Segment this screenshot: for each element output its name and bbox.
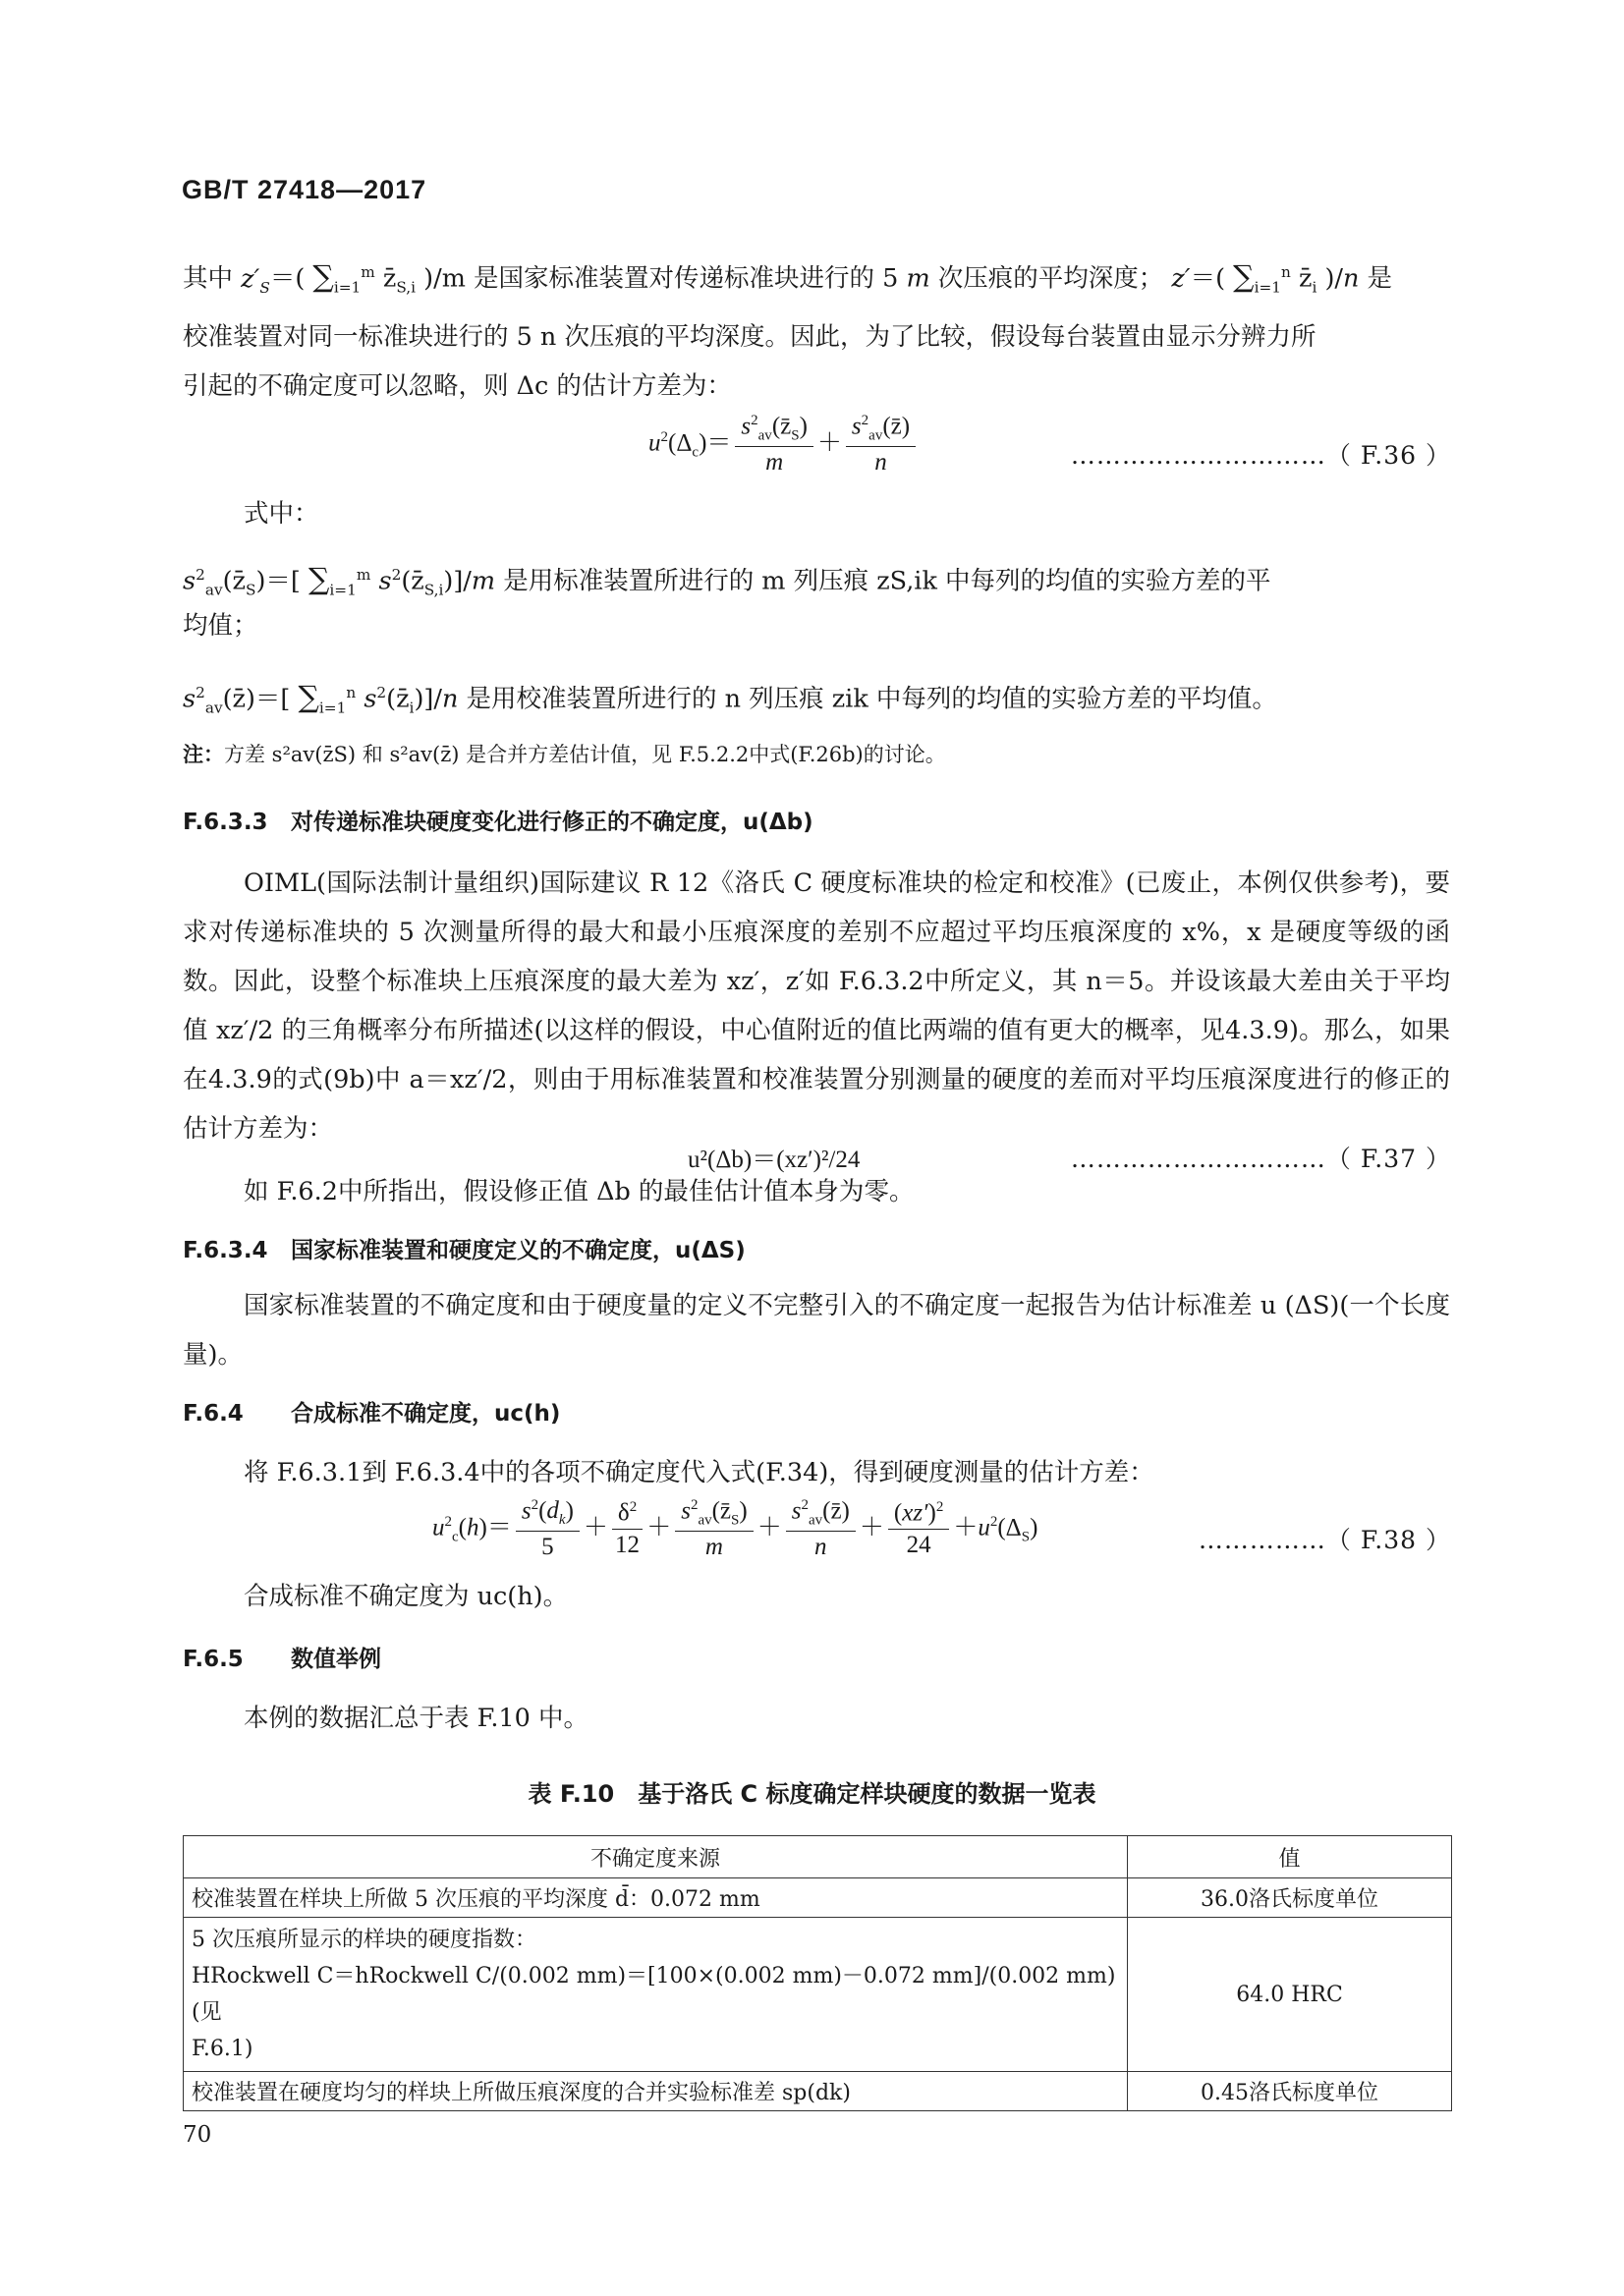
section-f634-heading: F.6.3.4 国家标准装置和硬度定义的不确定度，u(ΔS) (183, 1238, 746, 1263)
table-row (184, 2072, 1452, 2111)
definition-2: $s^2_{av}(z̄)=$[ $\sum_{i=1}^n$ $s^2(z̄_i)]/n$ 是用校准装置所进行的 n 列压痕 zik 中每列的均值的实验方差的平均值。 (183, 680, 1277, 717)
equation-f37: u²(Δb)＝(xz′)²/24 (688, 1147, 861, 1173)
where-label: 式中： (244, 499, 319, 529)
cell-value: 0.45洛氏标度单位 (1128, 2072, 1452, 2111)
equation-number-f37: …………………………（ F.37 ） (1070, 1145, 1451, 1173)
data-table (183, 1835, 1452, 2111)
note: 注：方差 s²av(z̄S) 和 s²av(z̄) 是合并方差估计值，见 F.5.2.2中式(F.26b)的讨论。 (183, 743, 946, 766)
definition-1: $s^2_{av}(z̄_S)=$[ $\sum_{i=1}^m$ $s^2(z̄_{S,i})]/m$ 是用标准装置所进行的 m 列压痕 zS,ik 中每列的均值的实验方差的平 (183, 562, 1271, 599)
table-row (184, 1918, 1452, 2072)
intro-line-3: 引起的不确定度可以忽略，则 Δc 的估计方差为： (183, 371, 732, 401)
table-row (184, 1878, 1452, 1918)
equation-f36: $u^2(\Delta_c)=$ $\frac{s^2_{av}(z̄_S)}{m}$ ＋ $\frac{s^2_{av}(z̄)}{n}$ (648, 413, 920, 476)
equation-f38: $u^2_c(h)=$ $\frac{s^2(d_k)}{5}$ ＋ $\frac{\delta^2}{12}$ ＋ $\frac{s^2_{av}(z̄_S)}{m}$ ＋ $\frac{s^2_{av}(z̄)}{n}$ ＋ $\frac{(xz')^2}{24}$ $+u^2(\Delta_S)$ (432, 1497, 1038, 1561)
header-value: 值 (1128, 1836, 1452, 1878)
intro-line-1: 其中 $z'_S=$( $\sum_{i=1}^m$ $z̄_{S,i}$ )/m 是国家标准装置对传递标准块进行的 5 m 次压痕的平均深度； z′＝( $\sum_{i=1}^n$ $z̄_i$ )/n 是 (183, 259, 1393, 297)
cell-source: 校准装置在样块上所做 5 次压痕的平均深度 d̄：0.072 mm (184, 1878, 1128, 1918)
cell-value: 36.0洛氏标度单位 (1128, 1878, 1452, 1918)
section-f64-paragraph-2: 合成标准不确定度为 uc(h)。 (244, 1582, 569, 1611)
table-header-row (184, 1836, 1452, 1878)
equation-number-f38: ……………（ F.38 ） (1198, 1526, 1451, 1554)
section-f633-paragraph-2: 如 F.6.2中所指出，假设修正值 Δb 的最佳估计值本身为零。 (244, 1177, 915, 1206)
section-f634-paragraph: 国家标准装置的不确定度和由于硬度量的定义不完整引入的不确定度一起报告为估计标准差 u (ΔS)(一个长度量)。 (183, 1291, 1450, 1370)
standard-header: GB/T 27418—2017 (182, 175, 427, 204)
section-f64-paragraph: 将 F.6.3.1到 F.6.3.4中的各项不确定度代入式(F.34)，得到硬度测量的估计方差： (244, 1458, 1154, 1487)
header-source: 不确定度来源 (184, 1836, 1128, 1878)
page-number: 70 (183, 2122, 212, 2148)
cell-value: 64.0 HRC (1128, 1918, 1452, 2072)
section-f64-heading: F.6.4 合成标准不确定度，uc(h) (183, 1401, 561, 1427)
section-f633-heading: F.6.3.3 对传递标准块硬度变化进行修正的不确定度，u(Δb) (183, 810, 813, 835)
section-f633-paragraph: OIML(国际法制计量组织)国际建议 R 12《洛氏 C 硬度标准块的检定和校准》(已废止，本例仅供参考)，要求对传递标准块的 5 次测量所得的最大和最小压痕深度的差别不应超过平均压痕深度的 x%，x 是硬度等级的函数。因此，设整个标准块上压痕深度的最大差为 xz′，z′如 F.6.3.2中所定义，其 n＝5。并设该最大差由关于平均值 xz′/2 的三角概率分布所描述(以这样的假设，中心值附近的值比两端的值有更大的概率，见4.3.9)。那么，如果在4.3.9的式(9b)中 a＝xz′/2，则由于用标准装置和校准装置分别测量的硬度的差而对平均压痕深度进行的修正的估计方差为： (183, 868, 1450, 1144)
intro-line-2: 校准装置对同一标准块进行的 5 n 次压痕的平均深度。因此，为了比较，假设每台装置由显示分辨力所 (183, 322, 1316, 352)
section-f65-paragraph: 本例的数据汇总于表 F.10 中。 (244, 1704, 588, 1733)
equation-number-f36: …………………………（ F.36 ） (1070, 441, 1451, 470)
section-f65-heading: F.6.5 数值举例 (183, 1647, 381, 1672)
table-title: 表 F.10 基于洛氏 C 标度确定样块硬度的数据一览表 (528, 1780, 1096, 1808)
definition-1-tail: 均值； (183, 611, 258, 641)
cell-source: 校准装置在硬度均匀的样块上所做压痕深度的合并实验标准差 sp(dk) (184, 2072, 1128, 2111)
cell-source: 5 次压痕所显示的样块的硬度指数： HRockwell C＝hRockwell C/(0.002 mm)＝[100×(0.002 mm)－0.072 mm]/(0.002 mm)(见 F.6.1) (184, 1918, 1128, 2072)
